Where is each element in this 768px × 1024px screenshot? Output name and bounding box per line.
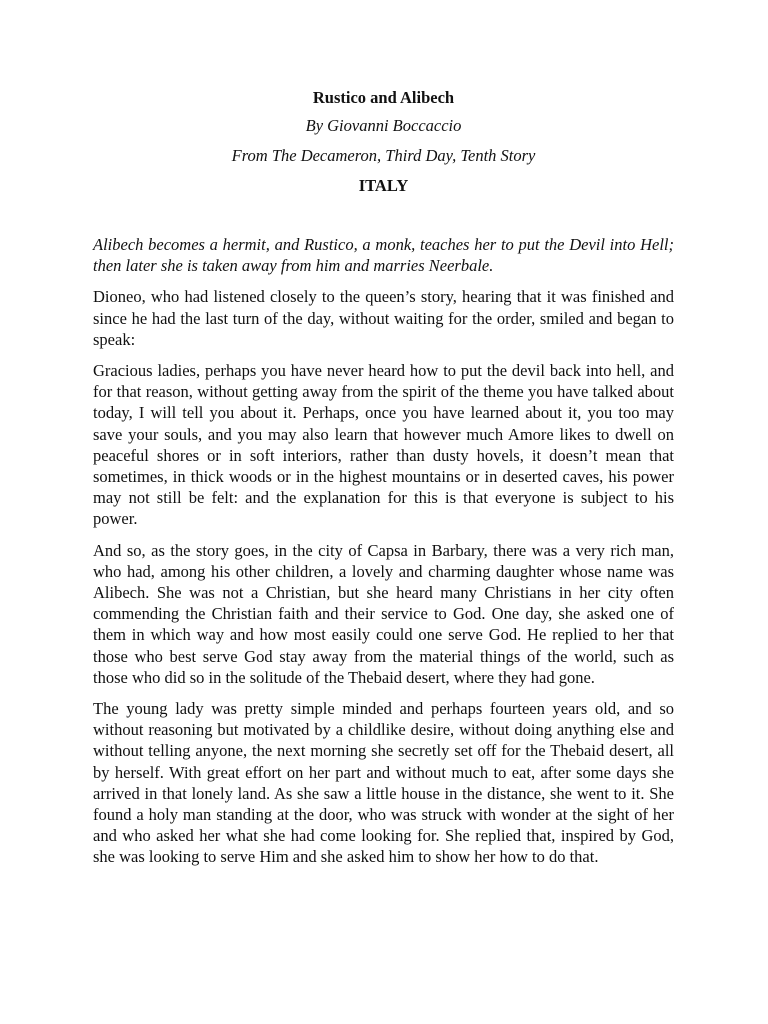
body-paragraph-4: The young lady was pretty simple minded and perhaps fourteen years old, and so without reasoning but motivated by a childlike desire, without doing anything else and without telling anyone, the next morning she secretly set off for the Thebaid desert, all by herself. With great effort on her part and without much to eat, after some days she arrived in that lonely land. As she saw a little house in the distance, she went to it. She found a holy man standing at the door, who was struck with wonder at the sight of her and who asked her what she had come looking for. She replied that, inspired by God, she was looking to serve Him and she asked him to show her how to do that. [93,699,674,867]
country-heading: ITALY [358,176,409,195]
story-summary: Alibech becomes a hermit, and Rustico, a monk, teaches her to put the Devil into Hell; then later she is taken away from him and marries Neerbale. [93,235,674,276]
body-paragraph-2: Gracious ladies, perhaps you have never heard how to put the devil back into hell, and for that reason, without getting away from the spirit of the theme you have talked about today, I will tell you about it. Perhaps, once you have learned about it, you too may save your souls, and you may also learn that however much Amore likes to dwell on peaceful shores or in soft interiors, rather than dusty hovels, it doesn’t mean that sometimes, in thick woods or in the highest mountains or in deserted caves, his power may not still be felt: and the explanation for this is that everyone is subject to his power. [93,361,674,529]
story-title: Rustico and Alibech [312,88,455,107]
source-line: From The Decameron, Third Day, Tenth Story [231,146,536,165]
body-paragraph-1: Dioneo, who had listened closely to the queen’s story, hearing that it was finished and since he had the last turn of the day, without waiting for the order, smiled and began to speak: [93,287,674,349]
body-paragraph-3: And so, as the story goes, in the city of Capsa in Barbary, there was a very rich man, who had, among his other children, a lovely and charming daughter whose name was Alibech. She was not a Christian, but she heard many Christians in her city often commending the Christian faith and their service to God. One day, she asked one of them in which way and how most easily could one serve God. He replied to her that those who best serve God stay away from the material things of the world, such as those who did so in the solitude of the Thebaid desert, where they had gone. [93,540,674,687]
author-line: By Giovanni Boccaccio [305,116,462,135]
